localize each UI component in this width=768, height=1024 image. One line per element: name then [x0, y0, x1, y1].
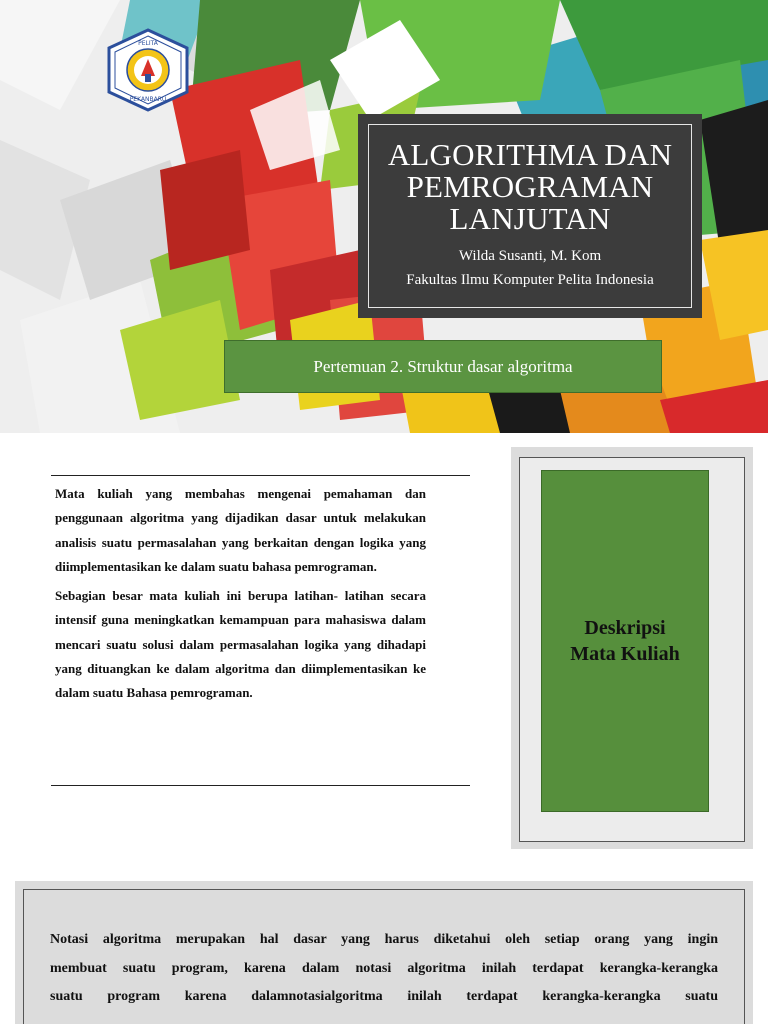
notation-line: Notasi algoritma merupakan hal dasar yang harus diketahui oleh setiap orang yang ingin [50, 932, 718, 947]
svg-text:PEKANBARU: PEKANBARU [129, 96, 167, 103]
cover-banner [0, 0, 768, 433]
sidebar-title-line: Mata Kuliah [570, 643, 680, 665]
course-title-line: PEMROGRAMAN [406, 169, 654, 204]
faculty-name: Fakultas Ilmu Komputer Pelita Indonesia [406, 272, 654, 288]
sidebar-title-line: Deskripsi [584, 617, 666, 639]
svg-text:PELITA: PELITA [138, 40, 158, 47]
notation-section [15, 881, 753, 1024]
meeting-label: Pertemuan 2. Struktur dasar algoritma [224, 340, 662, 393]
institution-logo [103, 28, 193, 112]
description-paragraph: Mata kuliah yang membahas mengenai pemahaman dan penggunaan algoritma yang dijadikan dasar untuk melakukan analisis suatu permasalahan yang berkaitan dengan logika yang diimplementasikan ke dalam suatu bahasa pemrograman. [55, 486, 426, 574]
course-title-frame [368, 124, 692, 308]
description-paragraph: Sebagian besar mata kuliah ini berupa latihan- latihan secara intensif guna meningkatkan kemampuan para mahasiswa dalam mencari suatu solusi dalam permasalahan logika yang dihadapi yang dituangkan ke dalam algoritma dan diimplementasikan ke dalam suatu Bahasa pemrograman. [55, 588, 426, 701]
course-title-line: ALGORITHMA DAN [387, 137, 673, 172]
description-sidebar [511, 447, 753, 849]
notation-line: suatu program karena dalamnotasialgoritma inilah terdapat kerangka-kerangka suatu [50, 989, 718, 1005]
sidebar-title [570, 615, 679, 667]
course-title [369, 139, 691, 235]
institution-seal-icon [103, 28, 193, 112]
course-description [51, 475, 470, 786]
notation-line: membuat suatu program, karena dalam notasi algoritma inilah terdapat kerangka-kerangka [50, 960, 718, 976]
course-title-line: LANJUTAN [449, 201, 611, 236]
sidebar-frame [519, 457, 745, 842]
sidebar-green-panel [541, 470, 709, 812]
notation-frame [23, 889, 745, 1024]
course-title-box [358, 114, 702, 318]
author-name: Wilda Susanti, M. Kom [458, 248, 602, 264]
